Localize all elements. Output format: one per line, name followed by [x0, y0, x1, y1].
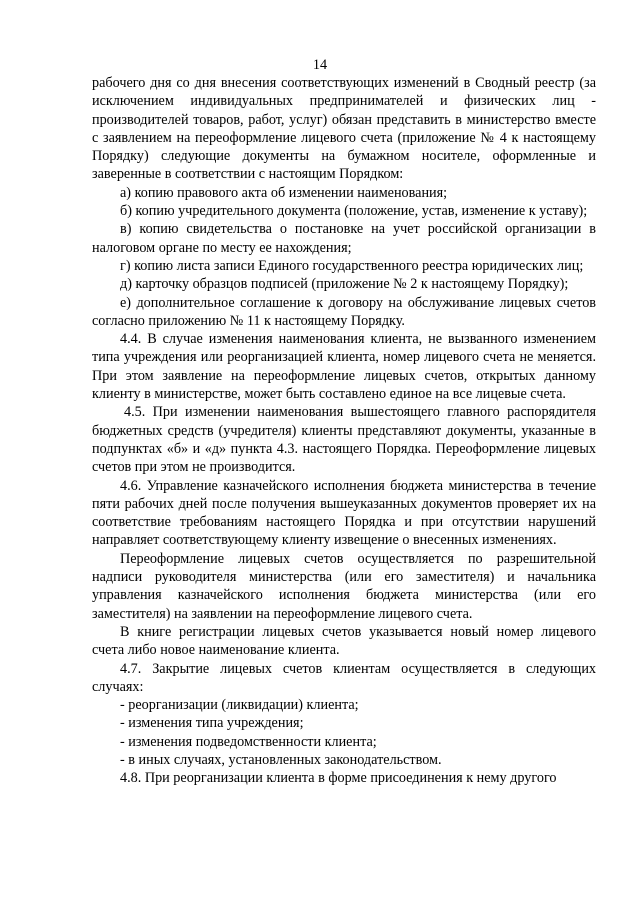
page-number: 14: [312, 57, 328, 73]
paragraph-4-5: 4.5. При изменении наименования вышестоящего главного распорядителя бюджетных средств (учредителя) клиенты представляют документы, указанные в подпунктах «б» и «д» пункта 4.3. настоящего Порядка. Переоформление лицевых счетов при этом не производится.: [92, 404, 596, 476]
list-item-g: г) копию листа записи Единого государственного реестра юридических лиц;: [120, 257, 584, 274]
closing-case-subordination: - изменения подведомственности клиента;: [120, 733, 377, 750]
paragraph-registry-book: В книге регистрации лицевых счетов указывается новый номер лицевого счета либо новое наименование клиента.: [92, 623, 596, 659]
list-item-v: в) копию свидетельства о постановке на учет российской организации в налоговом органе по месту ее нахождения;: [92, 221, 596, 256]
list-item-e: е) дополнительное соглашение к договору на обслуживание лицевых счетов согласно приложению № 11 к настоящему Порядку.: [92, 294, 596, 329]
list-item-b: б) копию учредительного документа (положение, устав, изменение к уставу);: [120, 203, 588, 220]
paragraph-4-8: 4.8. При реорганизации клиента в форме присоединения к нему другого: [120, 770, 557, 787]
closing-case-other: - в иных случаях, установленных законодательством.: [120, 751, 442, 768]
paragraph-4-4: 4.4. В случае изменения наименования клиента, не вызванного изменением типа учреждения или реорганизацией клиента, номер лицевого счета не меняется. При этом заявление на переоформление лицевых счетов, открытых данному клиенту в министерстве, может быть составлено единое на все лицевые счета.: [92, 331, 596, 403]
paragraph-continuation: рабочего дня со дня внесения соответствующих изменений в Сводный реестр (за исключением индивидуальных предпринимателей и физических лиц - производителей товаров, работ, услуг) обязан представить в министерство вместе с заявлением на переоформление лицевого счета (приложение № 4 к настоящему Порядку) следующие документы на бумажном носителе, оформленные и заверенные в соответствии с настоящим Порядком:: [92, 75, 596, 183]
list-item-a: а) копию правового акта об изменении наименования;: [120, 184, 448, 201]
closing-case-reorganization: - реорганизации (ликвидации) клиента;: [120, 697, 359, 714]
paragraph-4-7: 4.7. Закрытие лицевых счетов клиентам осуществляется в следующих случаях:: [92, 660, 596, 695]
paragraph-reissue: Переоформление лицевых счетов осуществляется по разрешительной надписи руководителя министерства (или его заместителя) и начальника управления казначейского исполнения бюджета министерства (или его заместителя) на заявлении на переоформление лицевого счета.: [92, 550, 596, 622]
closing-case-type-change: - изменения типа учреждения;: [120, 715, 304, 732]
document-body: [92, 74, 596, 788]
paragraph-4-6: 4.6. Управление казначейского исполнения бюджета министерства в течение пяти рабочих дней после получения вышеуказанных документов проверяет их на соответствие требованиям настоящего Порядка и при отсутствии нарушений направляет соответствующему клиенту извещение о внесенных изменениях.: [92, 477, 596, 549]
list-item-d: д) карточку образцов подписей (приложение № 2 к настоящему Порядку);: [120, 276, 569, 293]
